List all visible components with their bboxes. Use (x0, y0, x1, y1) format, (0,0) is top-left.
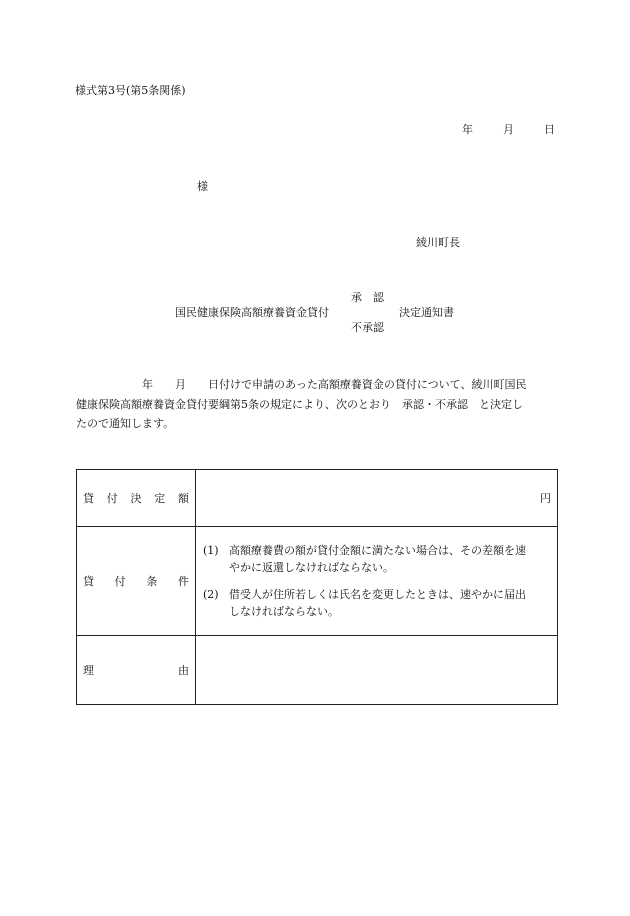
body-line-1: 年 月 日付けで申請のあった高額療養資金の貸付について、綾川町国民 (76, 378, 527, 391)
amount-value-cell[interactable] (196, 470, 558, 527)
condition-item (203, 542, 550, 576)
amount-label-char: 定 (154, 492, 166, 505)
conditions-label (77, 527, 196, 636)
date-month: 月 (503, 123, 514, 136)
conditions-label-char: 付 (114, 575, 126, 588)
amount-label-char: 付 (106, 492, 118, 505)
table-row-amount (77, 470, 558, 527)
amount-label (77, 470, 196, 527)
condition-number: (1) (203, 544, 219, 557)
form-number: 様式第3号(第5条関係) (75, 84, 186, 97)
condition-text: 借受人が住所若しくは氏名を変更したときは、速やかに届出 しなければならない。 (229, 588, 526, 618)
condition-text: 高額療養費の額が貸付金額に満たない場合は、その差額を速 やかに返還しなければならない。 (229, 544, 526, 574)
table-row-conditions (77, 527, 558, 636)
amount-label-char: 額 (178, 492, 189, 505)
body-line-3: たので通知します。 (76, 417, 175, 430)
conditions-label-char: 条 (146, 575, 158, 588)
reason-label-char: 理 (83, 664, 94, 677)
body-text (76, 375, 558, 434)
reason-label (77, 636, 196, 705)
issuer: 綾川町長 (416, 236, 460, 249)
amount-label-char: 決 (130, 492, 142, 505)
conditions-label-char: 件 (177, 575, 189, 588)
addressee-suffix: 様 (197, 180, 208, 193)
amount-unit: 円 (540, 492, 551, 505)
title-disapprove: 不承認 (351, 321, 384, 334)
date-line (462, 123, 555, 137)
condition-number: (2) (203, 588, 219, 601)
title-suffix: 決定通知書 (399, 306, 454, 319)
title-prefix: 国民健康保険高額療養資金貸付 (175, 306, 329, 319)
reason-value-cell[interactable] (196, 636, 558, 705)
body-line-2: 健康保険高額療養資金貸付要綱第5条の規定により、次のとおり 承認・不承認 と決定し (76, 397, 523, 411)
date-day: 日 (544, 123, 555, 136)
amount-label-char: 貸 (83, 492, 94, 505)
title-approve: 承 認 (351, 291, 384, 304)
table-row-reason (77, 636, 558, 705)
decision-table (76, 469, 558, 705)
date-year: 年 (462, 123, 473, 136)
reason-label-char: 由 (178, 664, 189, 677)
condition-item (203, 586, 550, 620)
conditions-cell (196, 527, 558, 636)
conditions-label-char: 貸 (83, 575, 94, 588)
